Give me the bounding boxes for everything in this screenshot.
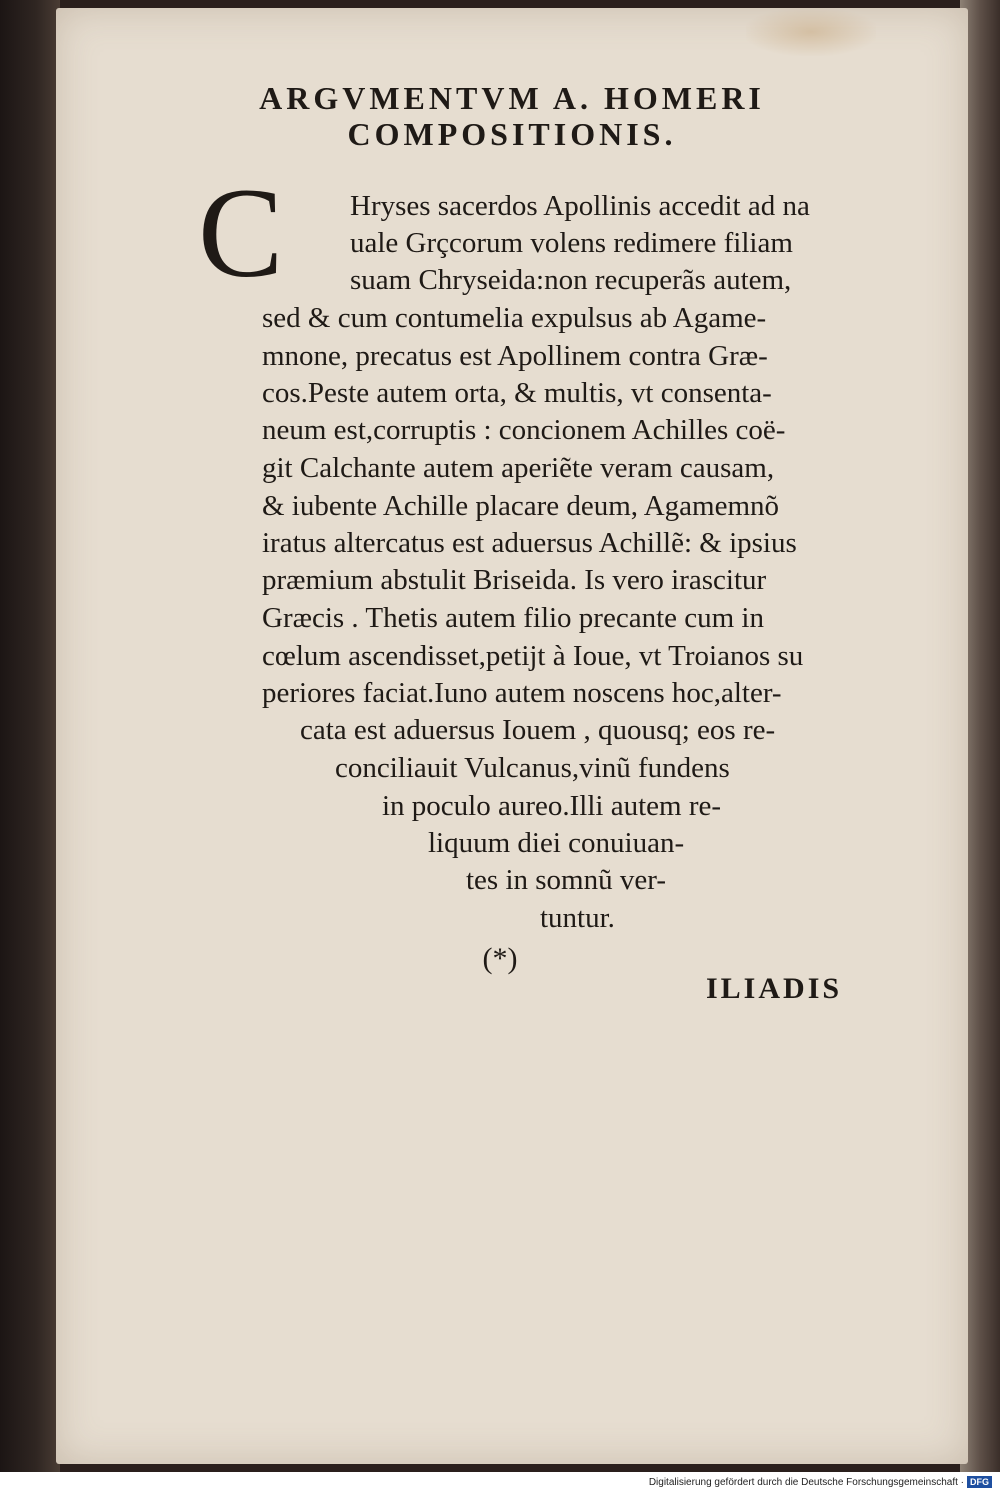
text-line: præmium abstulit Briseida. Is vero irascitur (262, 564, 767, 596)
catchword: ILIADIS (706, 972, 843, 1005)
text-line: git Calchante autem aperiẽte veram causam, (262, 452, 775, 484)
text-line: tuntur. (540, 902, 615, 934)
text-line: periores faciat.Iuno autem noscens hoc,alter- (262, 677, 782, 709)
text-line: tes in somnũ ver- (466, 864, 666, 896)
dfg-logo: DFG (967, 1476, 992, 1488)
text-line: Hryses sacerdos Apollinis accedit ad na (350, 190, 810, 222)
text-line: iratus altercatus est aduersus Achillẽ: & ipsius (262, 527, 797, 559)
text-line: cœlum ascendisset,petijt à Ioue, vt Troianos su (262, 640, 804, 672)
text-line: liquum diei conuiuan- (428, 827, 685, 859)
text-line: cos.Peste autem orta, & multis, vt consenta- (262, 377, 772, 409)
signature-mark: (*) (482, 942, 518, 975)
text-line: sed & cum contumelia expulsus ab Agame- (262, 302, 767, 334)
text-line: in poculo aureo.Illi autem re- (382, 790, 722, 822)
drop-capital: C (198, 162, 284, 304)
text-line: uale Grçcorum volens redimere filiam (350, 227, 793, 259)
text-line: conciliauit Vulcanus,vinũ fundens (335, 752, 730, 784)
text-line: cata est aduersus Iouem , quousq; eos re- (300, 714, 776, 746)
heading-line-1: ARGVMENTVM A. HOMERI (259, 80, 765, 116)
text-line: mnone, precatus est Apollinem contra Græ- (262, 340, 768, 372)
text-line: suam Chryseida:non recuperãs autem, (350, 264, 792, 296)
paper-stain (746, 8, 876, 56)
credit-text: Digitalisierung gefördert durch die Deutsche Forschungsgemeinschaft · (648, 1476, 964, 1488)
heading-line-2: COMPOSITIONIS. (347, 116, 677, 152)
text-line: Græcis . Thetis autem filio precante cum in (262, 602, 764, 634)
digitization-credit (649, 1476, 992, 1488)
text-line: & iubente Achille placare deum, Agamemnõ (262, 490, 780, 522)
text-line: neum est,corruptis : concionem Achilles coë- (262, 414, 786, 446)
